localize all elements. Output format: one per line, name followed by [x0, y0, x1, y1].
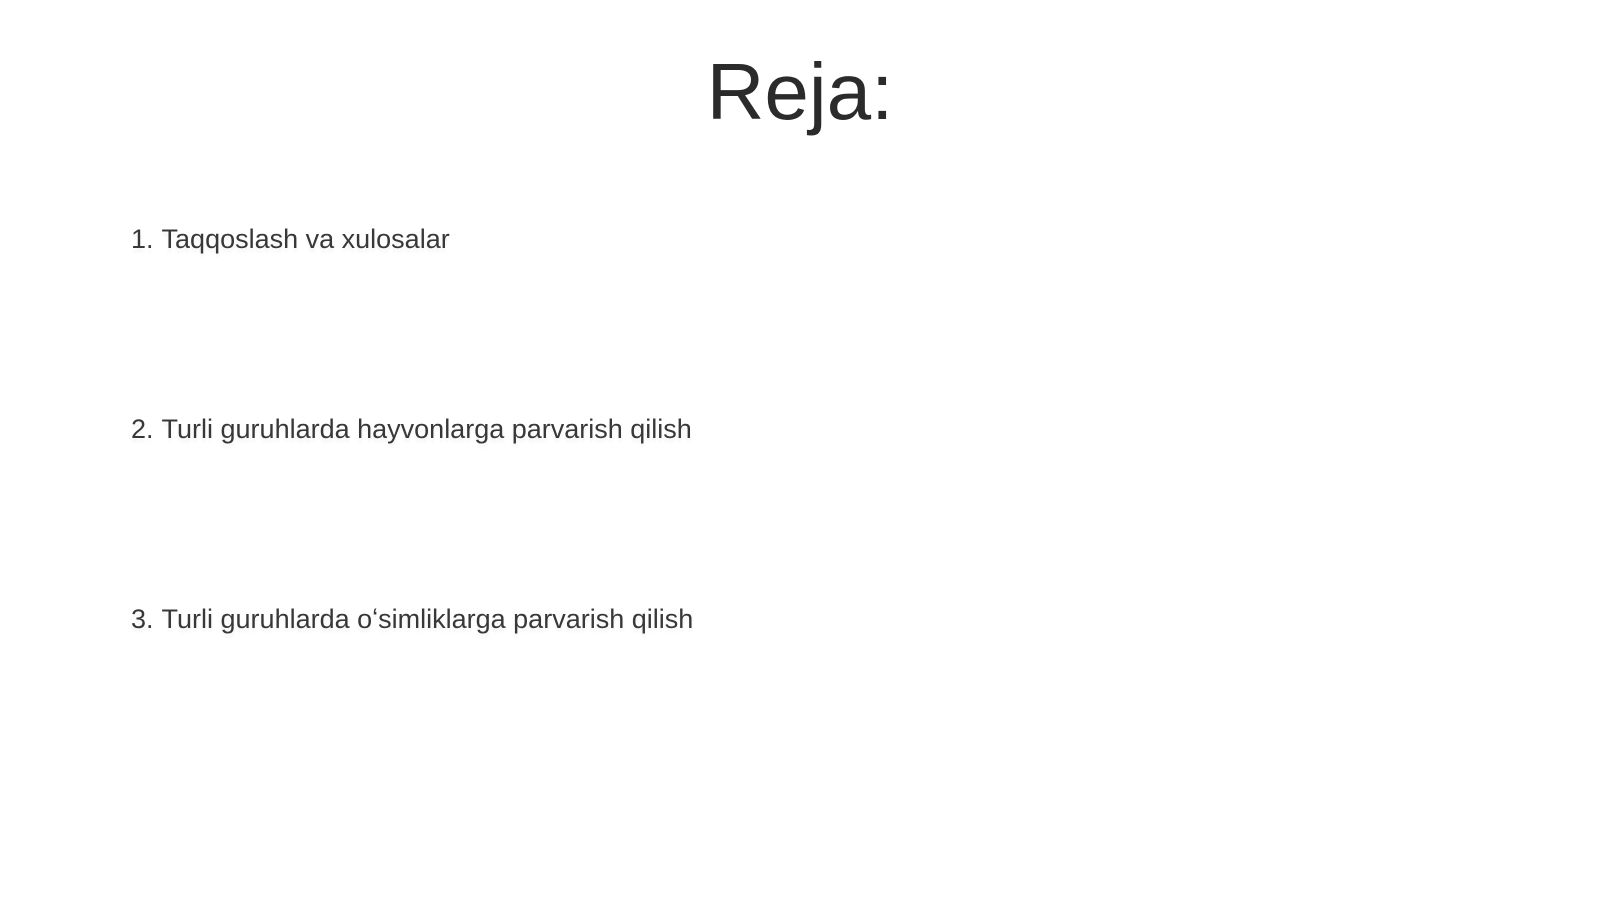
plan-item-2 [131, 412, 692, 446]
plan-item-3 [131, 602, 693, 636]
plan-item-1 [131, 222, 450, 256]
plan-item-text: Turli guruhlarda oʻsimliklarga parvarish qilish [161, 604, 694, 634]
plan-item-number: 3. [131, 604, 154, 634]
plan-item-text: Taqqoslash va xulosalar [161, 224, 450, 254]
slide-title: Reja: [706, 47, 894, 136]
plan-item-text: Turli guruhlarda hayvonlarga parvarish qilish [161, 414, 692, 444]
plan-item-number: 2. [131, 414, 154, 444]
plan-item-number: 1. [131, 224, 154, 254]
